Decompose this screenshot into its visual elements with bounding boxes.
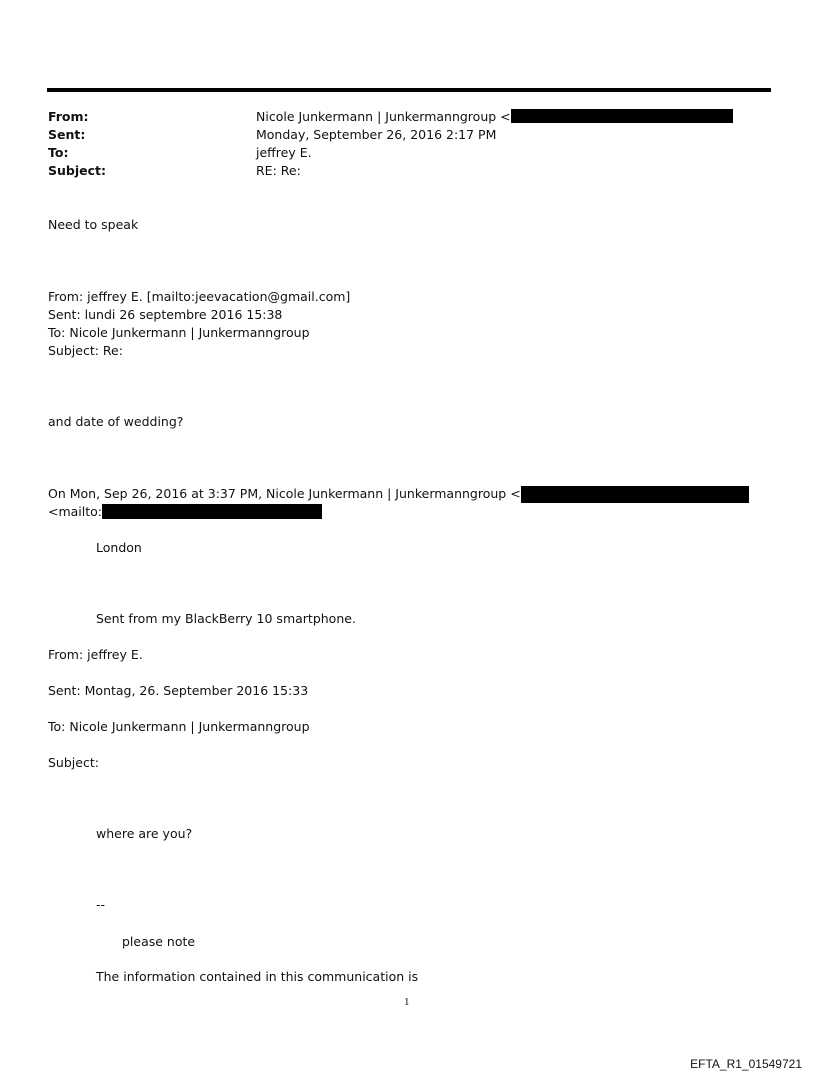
body-line: please note xyxy=(122,934,196,949)
quote-sent: Sent: Montag, 26. September 2016 15:33 xyxy=(48,683,309,698)
redaction-box xyxy=(102,504,322,519)
quote-from: From: jeffrey E. [mailto:jeevacation@gmail.com] xyxy=(48,289,351,304)
body-line: Sent from my BlackBerry 10 smartphone. xyxy=(96,611,356,626)
quote-from: From: jeffrey E. xyxy=(48,647,143,662)
body-line: London xyxy=(96,540,142,555)
body-line: Need to speak xyxy=(48,217,139,232)
body-line: where are you? xyxy=(96,826,193,841)
mailto-text: <mailto: xyxy=(48,504,103,519)
subject-label: Subject: xyxy=(48,163,106,178)
on-wrote-line xyxy=(48,486,521,501)
quote-to: To: Nicole Junkermann | Junkermanngroup xyxy=(48,325,310,340)
quote-subject: Subject: Re: xyxy=(48,343,123,358)
redaction-box xyxy=(511,109,733,123)
signature-dashes: -- xyxy=(96,897,106,912)
subject-value: RE: Re: xyxy=(256,163,301,178)
bates-number: EFTA_R1_01549721 xyxy=(690,1057,802,1071)
on-wrote-line-2 xyxy=(48,504,170,519)
body-line: and date of wedding? xyxy=(48,414,184,429)
to-label: To: xyxy=(48,145,69,160)
sent-value: Monday, September 26, 2016 2:17 PM xyxy=(256,127,497,142)
on-wrote-text: On Mon, Sep 26, 2016 at 3:37 PM, Nicole Junkermann | Junkermanngroup < xyxy=(48,486,521,501)
from-label: From: xyxy=(48,109,89,124)
quote-subject: Subject: xyxy=(48,755,99,770)
redaction-box xyxy=(521,486,749,503)
to-value: jeffrey E. xyxy=(256,145,312,160)
header-rule xyxy=(47,88,771,92)
sent-label: Sent: xyxy=(48,127,86,142)
quote-sent: Sent: lundi 26 septembre 2016 15:38 xyxy=(48,307,283,322)
page-number: 1 xyxy=(404,996,410,1008)
from-value xyxy=(256,109,521,124)
quote-to: To: Nicole Junkermann | Junkermanngroup xyxy=(48,719,310,734)
body-line: The information contained in this communication is xyxy=(96,969,419,984)
from-name: Nicole Junkermann | Junkermanngroup < xyxy=(256,109,511,124)
